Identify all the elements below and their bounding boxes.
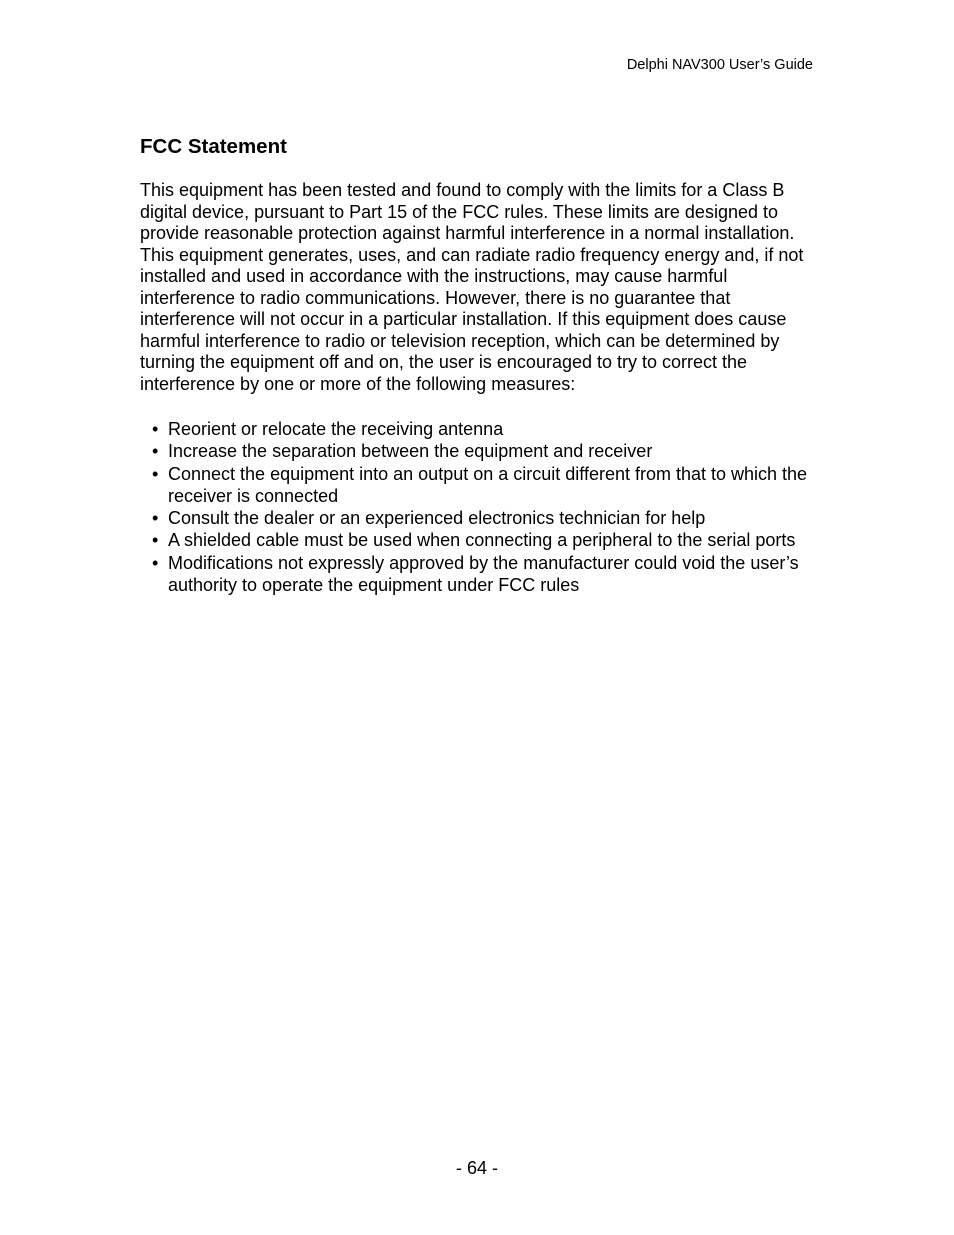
bullet-icon: •	[152, 441, 159, 462]
page-number: - 64 -	[455, 1158, 498, 1178]
list-item	[140, 440, 824, 462]
running-header: Delphi NAV300 User’s Guide	[626, 57, 813, 73]
list-item-text: A shielded cable must be used when connecting a peripheral to the serial ports	[168, 530, 796, 551]
list-item-text: Consult the dealer or an experienced electronics technician for help	[168, 508, 706, 529]
list-item	[140, 418, 824, 440]
fcc-paragraph: This equipment has been tested and found to comply with the limits for a Class B digital device, pursuant to Part 15 of the FCC rules. These limits are designed to provide reasonable protection against harmful interference in a normal installation. This equipment generates, uses, and can radiate radio frequency energy and, if not installed and used in accordance with the instructions, may cause harmful interference to radio communications. However, there is no guarantee that interference will not occur in a particular installation. If this equipment does cause harmful interference to radio or television reception, which can be determined by turning the equipment off and on, the user is encouraged to try to correct the interference by one or more of the following measures:	[140, 180, 804, 394]
list-item	[140, 552, 824, 597]
bullet-icon: •	[152, 530, 159, 551]
list-item-text: Increase the separation between the equipment and receiver	[168, 441, 653, 462]
list-item	[140, 463, 824, 508]
list-item	[140, 507, 824, 529]
list-item-text: Reorient or relocate the receiving antenna	[168, 419, 504, 439]
bullet-icon: •	[152, 419, 159, 439]
list-item	[140, 529, 824, 551]
bullet-icon: •	[152, 552, 159, 573]
section-title: FCC Statement	[140, 135, 287, 158]
list-item-text: Modifications not expressly approved by the manufacturer could void the user’s authority to operate the equipment under FCC rules	[168, 552, 799, 596]
list-item-text: Connect the equipment into an output on a circuit different from that to which the receiver is connected	[168, 463, 808, 506]
bullet-icon: •	[152, 508, 159, 529]
bullet-icon: •	[152, 463, 159, 484]
measures-list	[140, 418, 824, 596]
